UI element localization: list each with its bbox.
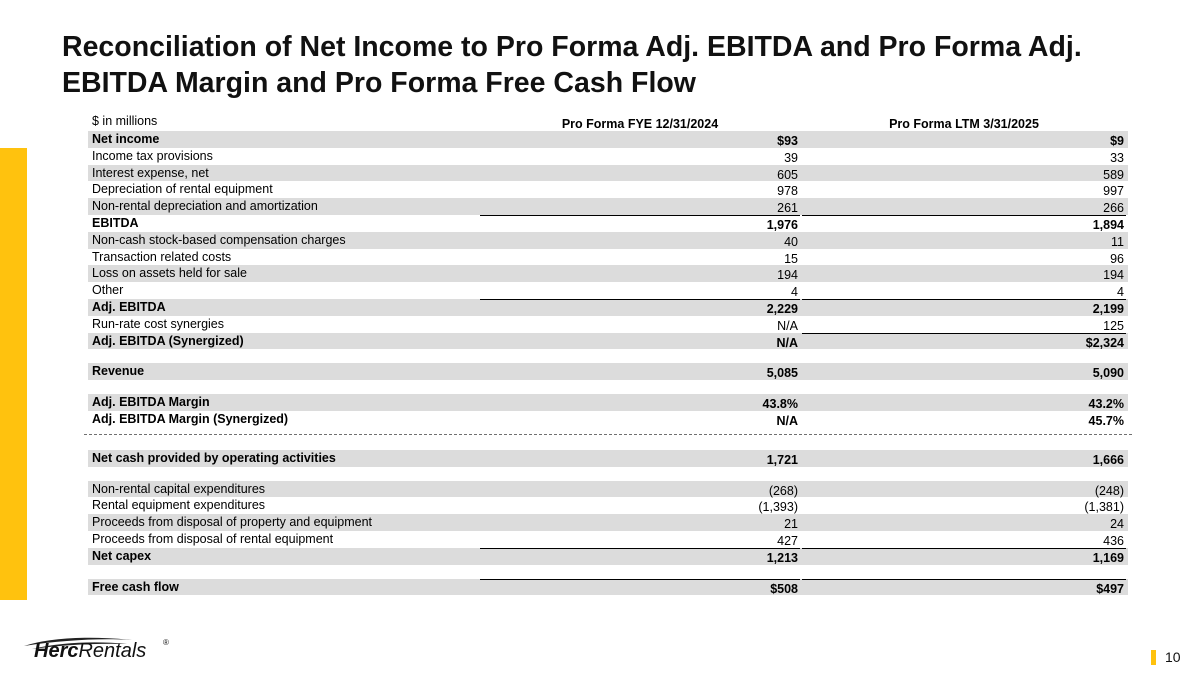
row-value-col1: 4: [791, 285, 798, 300]
row-value-col2: 1,169: [1092, 550, 1124, 565]
row-label: Proceeds from disposal of rental equipment: [92, 531, 334, 546]
spacer: [88, 349, 1128, 363]
row-loss-assets-held: [88, 265, 1128, 282]
row-label: Net capex: [92, 548, 152, 563]
logo-text-regular: Rentals: [78, 640, 147, 662]
row-value-col1: (268): [768, 483, 798, 498]
row-proceeds-property: [88, 514, 1128, 531]
spacer: [88, 441, 1128, 450]
spacer: [88, 467, 1128, 481]
row-run-rate-synergies: [88, 316, 1128, 333]
row-label: Other: [92, 283, 124, 298]
row-value-col2: (248): [1094, 483, 1124, 498]
row-value-col2: 1,894: [1092, 217, 1124, 232]
row-value-col2: 11: [1111, 234, 1124, 249]
row-value-col1: $93: [777, 134, 798, 148]
registered-mark: ®: [163, 638, 169, 647]
row-value-col2: (1,381): [1084, 500, 1124, 515]
row-adj-ebitda-synergized: [88, 333, 1128, 350]
row-value-col2: 43.2%: [1088, 397, 1124, 412]
row-value-col1: 43.8%: [762, 397, 798, 412]
row-adj-ebitda: [88, 299, 1128, 316]
row-value-col1: 5,085: [766, 366, 798, 381]
row-value-col1: $508: [770, 581, 798, 596]
row-value-col2: $2,324: [1085, 335, 1124, 350]
row-value-col2: 45.7%: [1088, 413, 1124, 428]
row-value-col1: 978: [777, 184, 798, 199]
row-value-col2: 33: [1110, 150, 1124, 165]
page-title: Reconciliation of Net Income to Pro Forma Adj. EBITDA and Pro Forma Adj. EBITDA Margin and Pro Forma Free Cash Flow: [62, 31, 1082, 99]
row-revenue: [88, 363, 1128, 380]
row-value-col1: N/A: [777, 318, 798, 333]
row-label: Rental equipment expenditures: [92, 498, 266, 513]
row-value-col1: 39: [784, 150, 798, 165]
row-label: EBITDA: [92, 215, 139, 230]
spacer: [88, 380, 1128, 394]
row-value-col2: 589: [1103, 167, 1124, 182]
row-label: Net income: [92, 132, 160, 146]
row-label: Free cash flow: [92, 579, 179, 594]
page-number: 10: [1165, 649, 1181, 665]
row-value-col1: 21: [784, 517, 798, 532]
dashed-divider: [84, 434, 1132, 435]
row-label: Interest expense, net: [92, 165, 209, 180]
col2-header: Pro Forma LTM 3/31/2025: [802, 117, 1126, 133]
row-value-col2: 194: [1103, 268, 1124, 283]
row-label: Adj. EBITDA (Synergized): [92, 333, 244, 348]
row-ebitda: [88, 215, 1128, 232]
row-non-rental-capex: [88, 481, 1128, 498]
row-label: Adj. EBITDA: [92, 299, 166, 314]
row-value-col1: 427: [777, 533, 798, 548]
col1-header: Pro Forma FYE 12/31/2024: [480, 117, 800, 133]
row-value-col1: N/A: [776, 335, 798, 350]
row-value-col2: 5,090: [1092, 366, 1124, 381]
row-rental-capex: [88, 497, 1128, 514]
row-value-col2: 1,666: [1092, 452, 1124, 467]
row-label: Non-rental capital expenditures: [92, 481, 266, 496]
row-label: Revenue: [92, 364, 145, 379]
row-label: Adj. EBITDA Margin: [92, 395, 210, 410]
row-value-col1: 15: [784, 251, 798, 266]
row-value-col1: N/A: [776, 413, 798, 428]
page-number-accent: [1151, 650, 1156, 665]
row-label: Proceeds from disposal of property and equipment: [92, 515, 373, 530]
row-net-capex: [88, 548, 1128, 565]
row-value-col2: 2,199: [1092, 301, 1124, 316]
unit-label: $ in millions: [92, 114, 158, 128]
spacer: [88, 565, 1128, 579]
row-value-col2: 266: [1103, 201, 1124, 216]
row-income-tax: [88, 148, 1128, 165]
row-value-col1: 1,213: [766, 550, 798, 565]
row-value-col2: $9: [1110, 134, 1124, 148]
table-header-row: [88, 113, 1128, 131]
logo-text: [34, 640, 146, 663]
row-label: Loss on assets held for sale: [92, 266, 247, 281]
row-interest-expense: [88, 165, 1128, 182]
row-value-col1: 40: [784, 234, 798, 249]
row-stock-compensation: [88, 232, 1128, 249]
row-value-col1: (1,393): [758, 500, 798, 515]
row-value-col1: 194: [777, 268, 798, 283]
row-free-cash-flow: [88, 579, 1128, 596]
row-label: Net cash provided by operating activities: [92, 450, 336, 465]
logo-text-bold: Herc: [34, 640, 79, 662]
row-net-cash-operating: [88, 450, 1128, 467]
row-depreciation-rental: [88, 181, 1128, 198]
row-non-rental-depreciation: [88, 198, 1128, 215]
row-value-col1: 1,976: [766, 217, 798, 232]
row-value-col2: 96: [1110, 251, 1124, 266]
row-net-income: [88, 131, 1128, 148]
row-adj-ebitda-margin-synergized: [88, 411, 1128, 428]
row-value-col2: 997: [1103, 184, 1124, 199]
row-value-col2: 24: [1110, 517, 1124, 532]
row-other: [88, 282, 1128, 299]
row-value-col1: 261: [777, 201, 798, 216]
row-label: Non-rental depreciation and amortization: [92, 199, 318, 214]
row-value-col1: 1,721: [766, 452, 798, 467]
row-value-col2: 436: [1103, 533, 1124, 548]
row-value-col2: $497: [1096, 581, 1124, 596]
row-transaction-costs: [88, 249, 1128, 266]
accent-bar: [0, 148, 27, 600]
row-value-col2: 4: [1117, 285, 1124, 300]
row-label: Transaction related costs: [92, 249, 232, 264]
row-proceeds-rental: [88, 531, 1128, 548]
row-label: Run-rate cost synergies: [92, 316, 225, 331]
row-value-col1: 605: [777, 167, 798, 182]
herc-rentals-logo: [22, 636, 182, 666]
row-value-col2: 125: [1103, 318, 1124, 333]
row-adj-ebitda-margin: [88, 394, 1128, 411]
section-separator: [88, 428, 1128, 441]
row-label: Income tax provisions: [92, 148, 213, 163]
row-label: Adj. EBITDA Margin (Synergized): [92, 411, 289, 426]
row-label: Non-cash stock-based compensation charges: [92, 232, 346, 247]
row-label: Depreciation of rental equipment: [92, 182, 273, 197]
reconciliation-table: [88, 113, 1128, 595]
row-value-col1: 2,229: [766, 301, 798, 316]
